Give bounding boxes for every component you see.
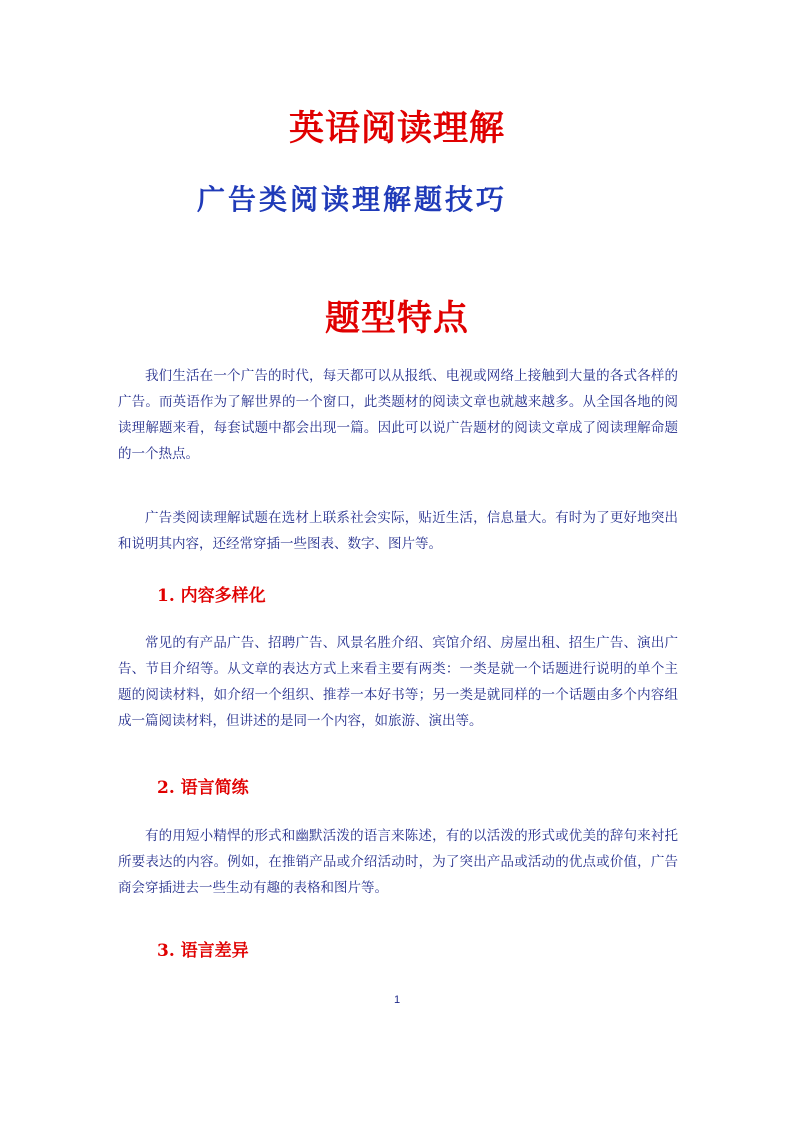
page-number: 1 [393,994,401,1006]
paragraph-concise-language: 有的用短小精悍的形式和幽默活泼的语言来陈述，有的以活泼的形式或优美的辞句来衬托所要表达的内容。例如，在推销产品或介绍活动时，为了突出产品或活动的优点或价值，广告商会穿插进去一些生动有趣的表格和图片等。 [118,828,678,896]
intro-paragraph-1: 我们生活在一个广告的时代，每天都可以从报纸、电视或网络上接触到大量的各式各样的广告。而英语作为了解世界的一个窗口，此类题材的阅读文章也就越来越多。从全国各地的阅读理解题来看，每套试题中都会出现一篇。因此可以说广告题材的阅读文章成了阅读理解命题的一个热点。 [118,368,678,462]
paragraph-content-diversity: 常见的有产品广告、招聘广告、风景名胜介绍、宾馆介绍、房屋出租、招生广告、演出广告、节目介绍等。从文章的表达方式上来看主要有两类：一类是就一个话题进行说明的单个主题的阅读材料，如介绍一个组织、推荐一本好书等；另一类是就同样的一个话题由多个内容组成一篇阅读材料，但讲述的是同一个内容，如旅游、演出等。 [118,635,678,729]
section-title: 题型特点 [324,298,469,339]
document-subtitle: 广告类阅读理解题技巧 [197,183,508,216]
heading-content-diversity: 1. 内容多样化 [157,586,266,606]
heading-concise-language: 2. 语言简练 [157,778,249,798]
document-title: 英语阅读理解 [288,108,505,149]
intro-paragraph-2: 广告类阅读理解试题在选材上联系社会实际，贴近生活，信息量大。有时为了更好地突出和说明其内容，还经常穿插一些图表、数字、图片等。 [118,510,678,552]
heading-language-difference: 3. 语言差异 [157,941,249,961]
